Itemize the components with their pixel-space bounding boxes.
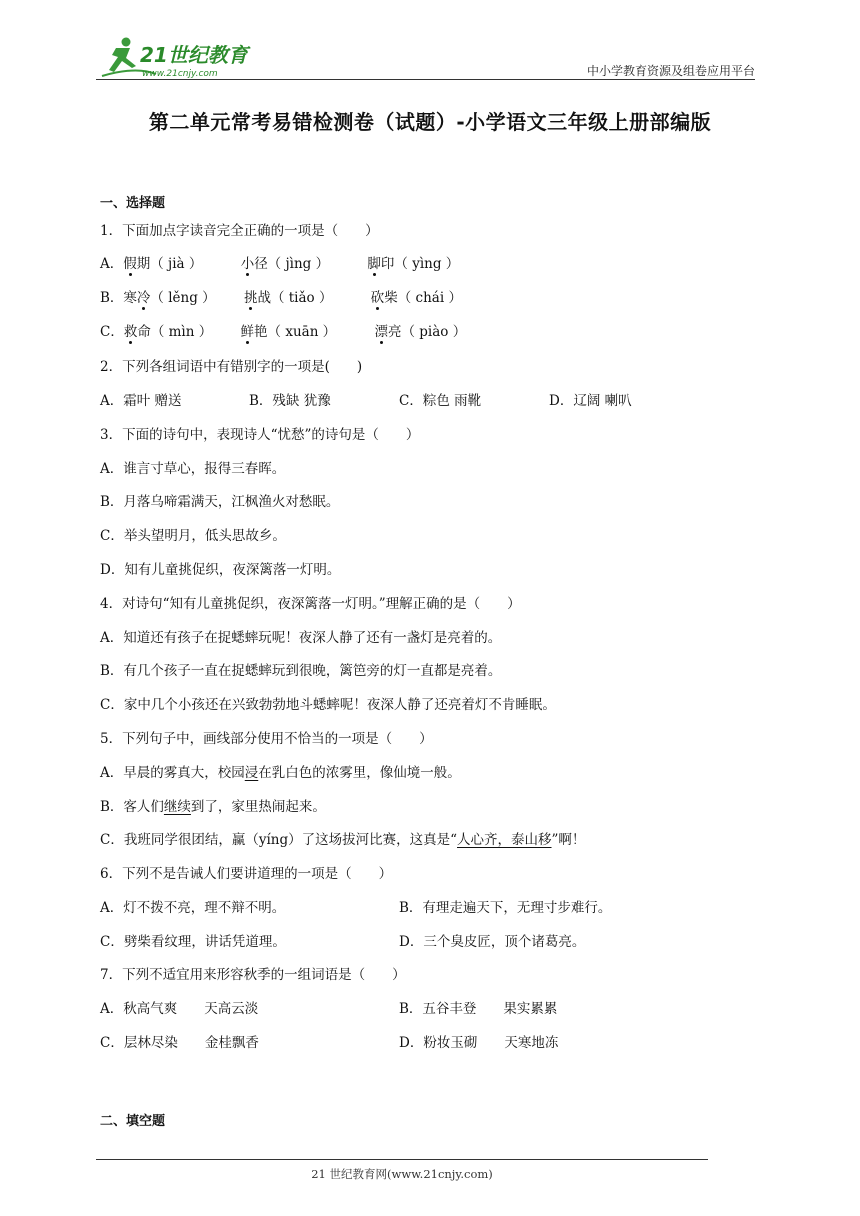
question-4-stem: 4．对诗句“知有儿童挑促织，夜深篱落一灯明。”理解正确的是（ ） [100, 596, 521, 612]
question-1-stem: 1．下面加点字读音完全正确的一项是（ ） [100, 223, 379, 239]
runner-logo-icon [96, 36, 261, 82]
question-3-option-d: D．知有儿童挑促织，夜深篱落一灯明。 [100, 562, 341, 578]
question-1-option-b: B．寒冷（ lěng ） 挑战（ tiǎo ） 砍柴（ chái ） [100, 286, 462, 306]
question-6-option-a: A．灯不拨不亮，理不辩不明。 [100, 900, 286, 916]
question-6-stem: 6．下列不是告诫人们要讲道理的一项是（ ） [100, 866, 393, 882]
site-logo [96, 36, 261, 82]
question-4-option-a: A．知道还有孩子在捉蟋蟀玩呢！夜深人静了还有一盏灯是亮着的。 [100, 630, 502, 646]
question-7-option-d: D．粉妆玉砌 天寒地冻 [399, 1035, 559, 1051]
question-5-option-b: B．客人们继续到了，家里热闹起来。 [100, 799, 326, 815]
question-3-stem: 3．下面的诗句中，表现诗人“忧愁”的诗句是（ ） [100, 427, 420, 443]
question-5-stem: 5．下列句子中，画线部分使用不恰当的一项是（ ） [100, 731, 433, 747]
svg-text:www.21cnjy.com: www.21cnjy.com [142, 69, 218, 79]
question-3-option-c: C．举头望明月，低头思故乡。 [100, 528, 286, 544]
section-heading-fill: 二、填空题 [100, 1114, 166, 1129]
question-2-option-a: A．霜叶 赠送 [100, 393, 182, 409]
footer-source: 21 世纪教育网(www.21cnjy.com) [311, 1167, 493, 1181]
question-1-option-c: C．救命（ mìn ） 鲜艳（ xuān ） 漂亮（ piào ） [100, 320, 466, 340]
question-6-option-d: D．三个臭皮匠，顶个诸葛亮。 [399, 934, 586, 950]
question-2-stem: 2．下列各组词语中有错别字的一项是( ) [100, 359, 363, 375]
question-2-option-b: B．残缺 犹豫 [249, 393, 331, 409]
section-heading-choice: 一、选择题 [100, 196, 166, 211]
header-divider [96, 79, 755, 80]
question-6-option-c: C．劈柴看纹理，讲话凭道理。 [100, 934, 286, 950]
question-6-option-b: B．有理走遍天下，无理寸步难行。 [399, 900, 612, 916]
question-7-stem: 7．下列不适宜用来形容秋季的一组词语是（ ） [100, 967, 406, 983]
question-2-option-d: D．辽阔 喇叭 [549, 393, 632, 409]
question-2-option-c: C．粽色 雨靴 [399, 393, 482, 409]
footer-divider [96, 1159, 708, 1160]
page-title: 第二单元常考易错检测卷（试题）-小学语文三年级上册部编版 [148, 110, 712, 134]
question-7-option-a: A．秋高气爽 天高云淡 [100, 1001, 259, 1017]
svg-text:21世纪教育: 21世纪教育 [140, 43, 248, 67]
question-7-option-b: B．五谷丰登 果实累累 [399, 1001, 558, 1017]
question-4-option-c: C．家中几个小孩还在兴致勃勃地斗蟋蟀呢！夜深人静了还亮着灯不肯睡眠。 [100, 697, 556, 713]
question-5-option-c: C．我班同学很团结，赢（yíng）了这场拔河比赛，这真是“人心齐，泰山移”啊！ [100, 832, 586, 848]
question-3-option-b: B．月落乌啼霜满天，江枫渔火对愁眠。 [100, 494, 340, 510]
platform-name: 中小学教育资源及组卷应用平台 [586, 64, 755, 78]
question-5-option-a: A．早晨的雾真大，校园浸在乳白色的浓雾里，像仙境一般。 [100, 765, 461, 781]
question-7-option-c: C．层林尽染 金桂飘香 [100, 1035, 259, 1051]
question-4-option-b: B．有几个孩子一直在捉蟋蟀玩到很晚，篱笆旁的灯一直都是亮着。 [100, 663, 502, 679]
question-1-option-a: A．假期（ jià ） 小径（ jìng ） 脚印（ yìng ） [100, 252, 459, 272]
question-3-option-a: A．谁言寸草心，报得三春晖。 [100, 461, 286, 477]
